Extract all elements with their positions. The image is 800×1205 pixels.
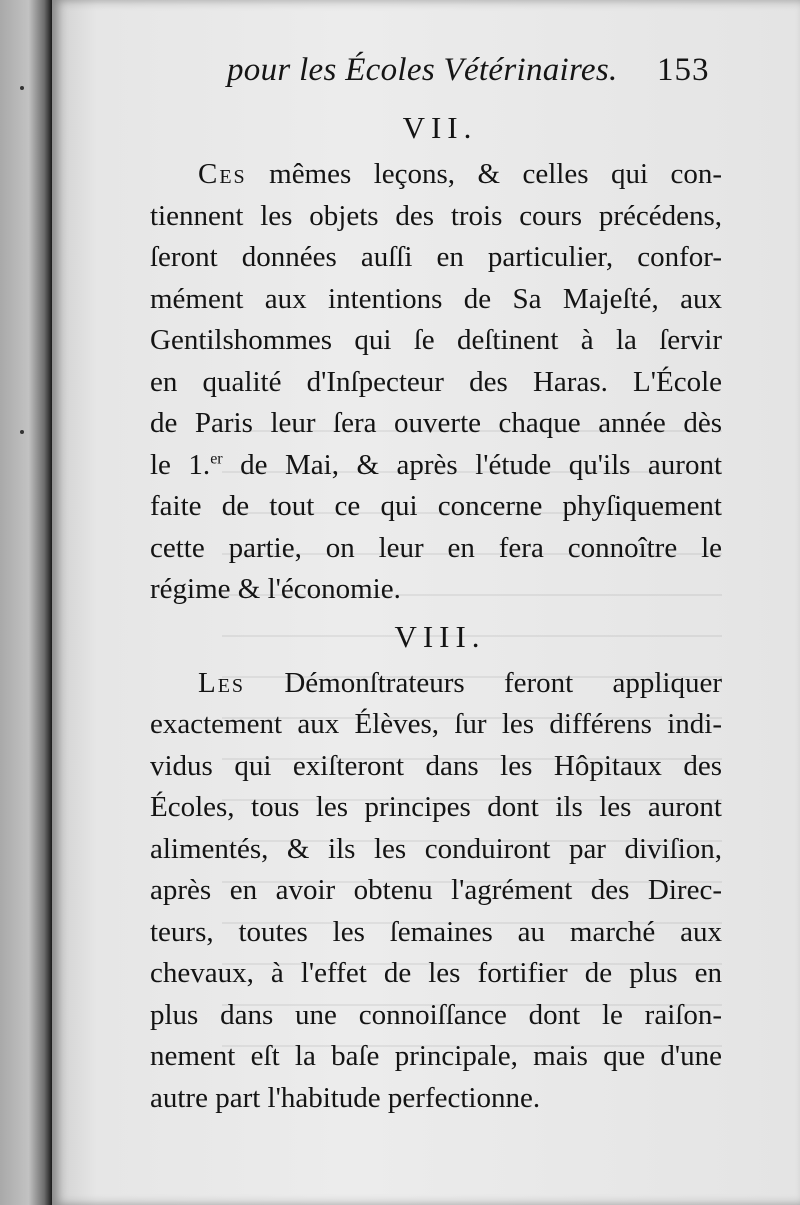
text-line: après en avoir obtenu l'agrément des Direc- <box>150 874 722 906</box>
text-line: exactement aux Élèves, ſur les différens indi- <box>150 708 722 740</box>
text-line: de Paris leur ſera ouverte chaque année dès <box>150 407 722 439</box>
text-line: nement eſt la baſe principale, mais que d'une <box>150 1040 722 1072</box>
text-line <box>150 154 722 196</box>
line-text: de Mai, & après l'étude qu'ils auront <box>222 448 722 481</box>
text-line: mément aux intentions de Sa Majeſté, aux <box>150 282 722 315</box>
text-line <box>150 445 722 487</box>
facing-page-mark <box>20 430 24 434</box>
text-line: faite de tout ce qui concerne phyſiquement <box>150 490 722 522</box>
text-line: teurs, toutes les ſemaines au marché aux <box>150 915 722 948</box>
text-line: Gentilshommes qui ſe deſtinent à la ſervir <box>150 324 722 356</box>
text-line: autre part l'habitude perfectionne. <box>150 1081 541 1114</box>
text-line: vidus qui exiſteront dans les Hôpitaux des <box>150 749 722 782</box>
line-text: mêmes leçons, & celles qui con- <box>246 158 722 190</box>
article-number: VII. <box>402 110 478 145</box>
text-line: ſeront données auſſi en particulier, confor- <box>150 241 722 273</box>
body-text <box>150 108 722 1119</box>
text-line: en qualité d'Inſpecteur des Haras. L'École <box>150 365 722 398</box>
text-line: régime & l'économie. <box>150 573 401 605</box>
text-line: Écoles, tous les principes dont ils les auront <box>150 791 722 823</box>
line-text: le 1. <box>150 448 211 481</box>
text-line <box>150 663 722 705</box>
facing-page-mark <box>20 86 24 90</box>
facing-page-edge <box>0 0 52 1205</box>
text-line: cette partie, on leur en fera connoître le <box>150 531 722 564</box>
article-paragraph <box>150 154 722 611</box>
text-line: alimentés, & ils les conduiront par diviſion, <box>150 832 722 865</box>
article-number: VIII. <box>394 618 486 654</box>
text-line: tiennent les objets des trois cours précédens, <box>150 199 722 232</box>
running-title: pour les Écoles Vétérinaires. <box>227 52 618 88</box>
lead-word: Ces <box>198 158 247 190</box>
text-line: plus dans une connoiſſance dont le raiſon- <box>150 998 722 1031</box>
article-paragraph <box>150 663 722 1120</box>
book-page <box>52 0 800 1205</box>
page-header <box>52 48 800 98</box>
text-line: chevaux, à l'effet de les fortifier de plus en <box>150 957 722 989</box>
page-number: 153 <box>657 52 710 88</box>
superscript: er <box>210 449 223 467</box>
line-text: Démonſtrateurs feront appliquer <box>245 666 722 699</box>
lead-word: Les <box>198 666 246 699</box>
